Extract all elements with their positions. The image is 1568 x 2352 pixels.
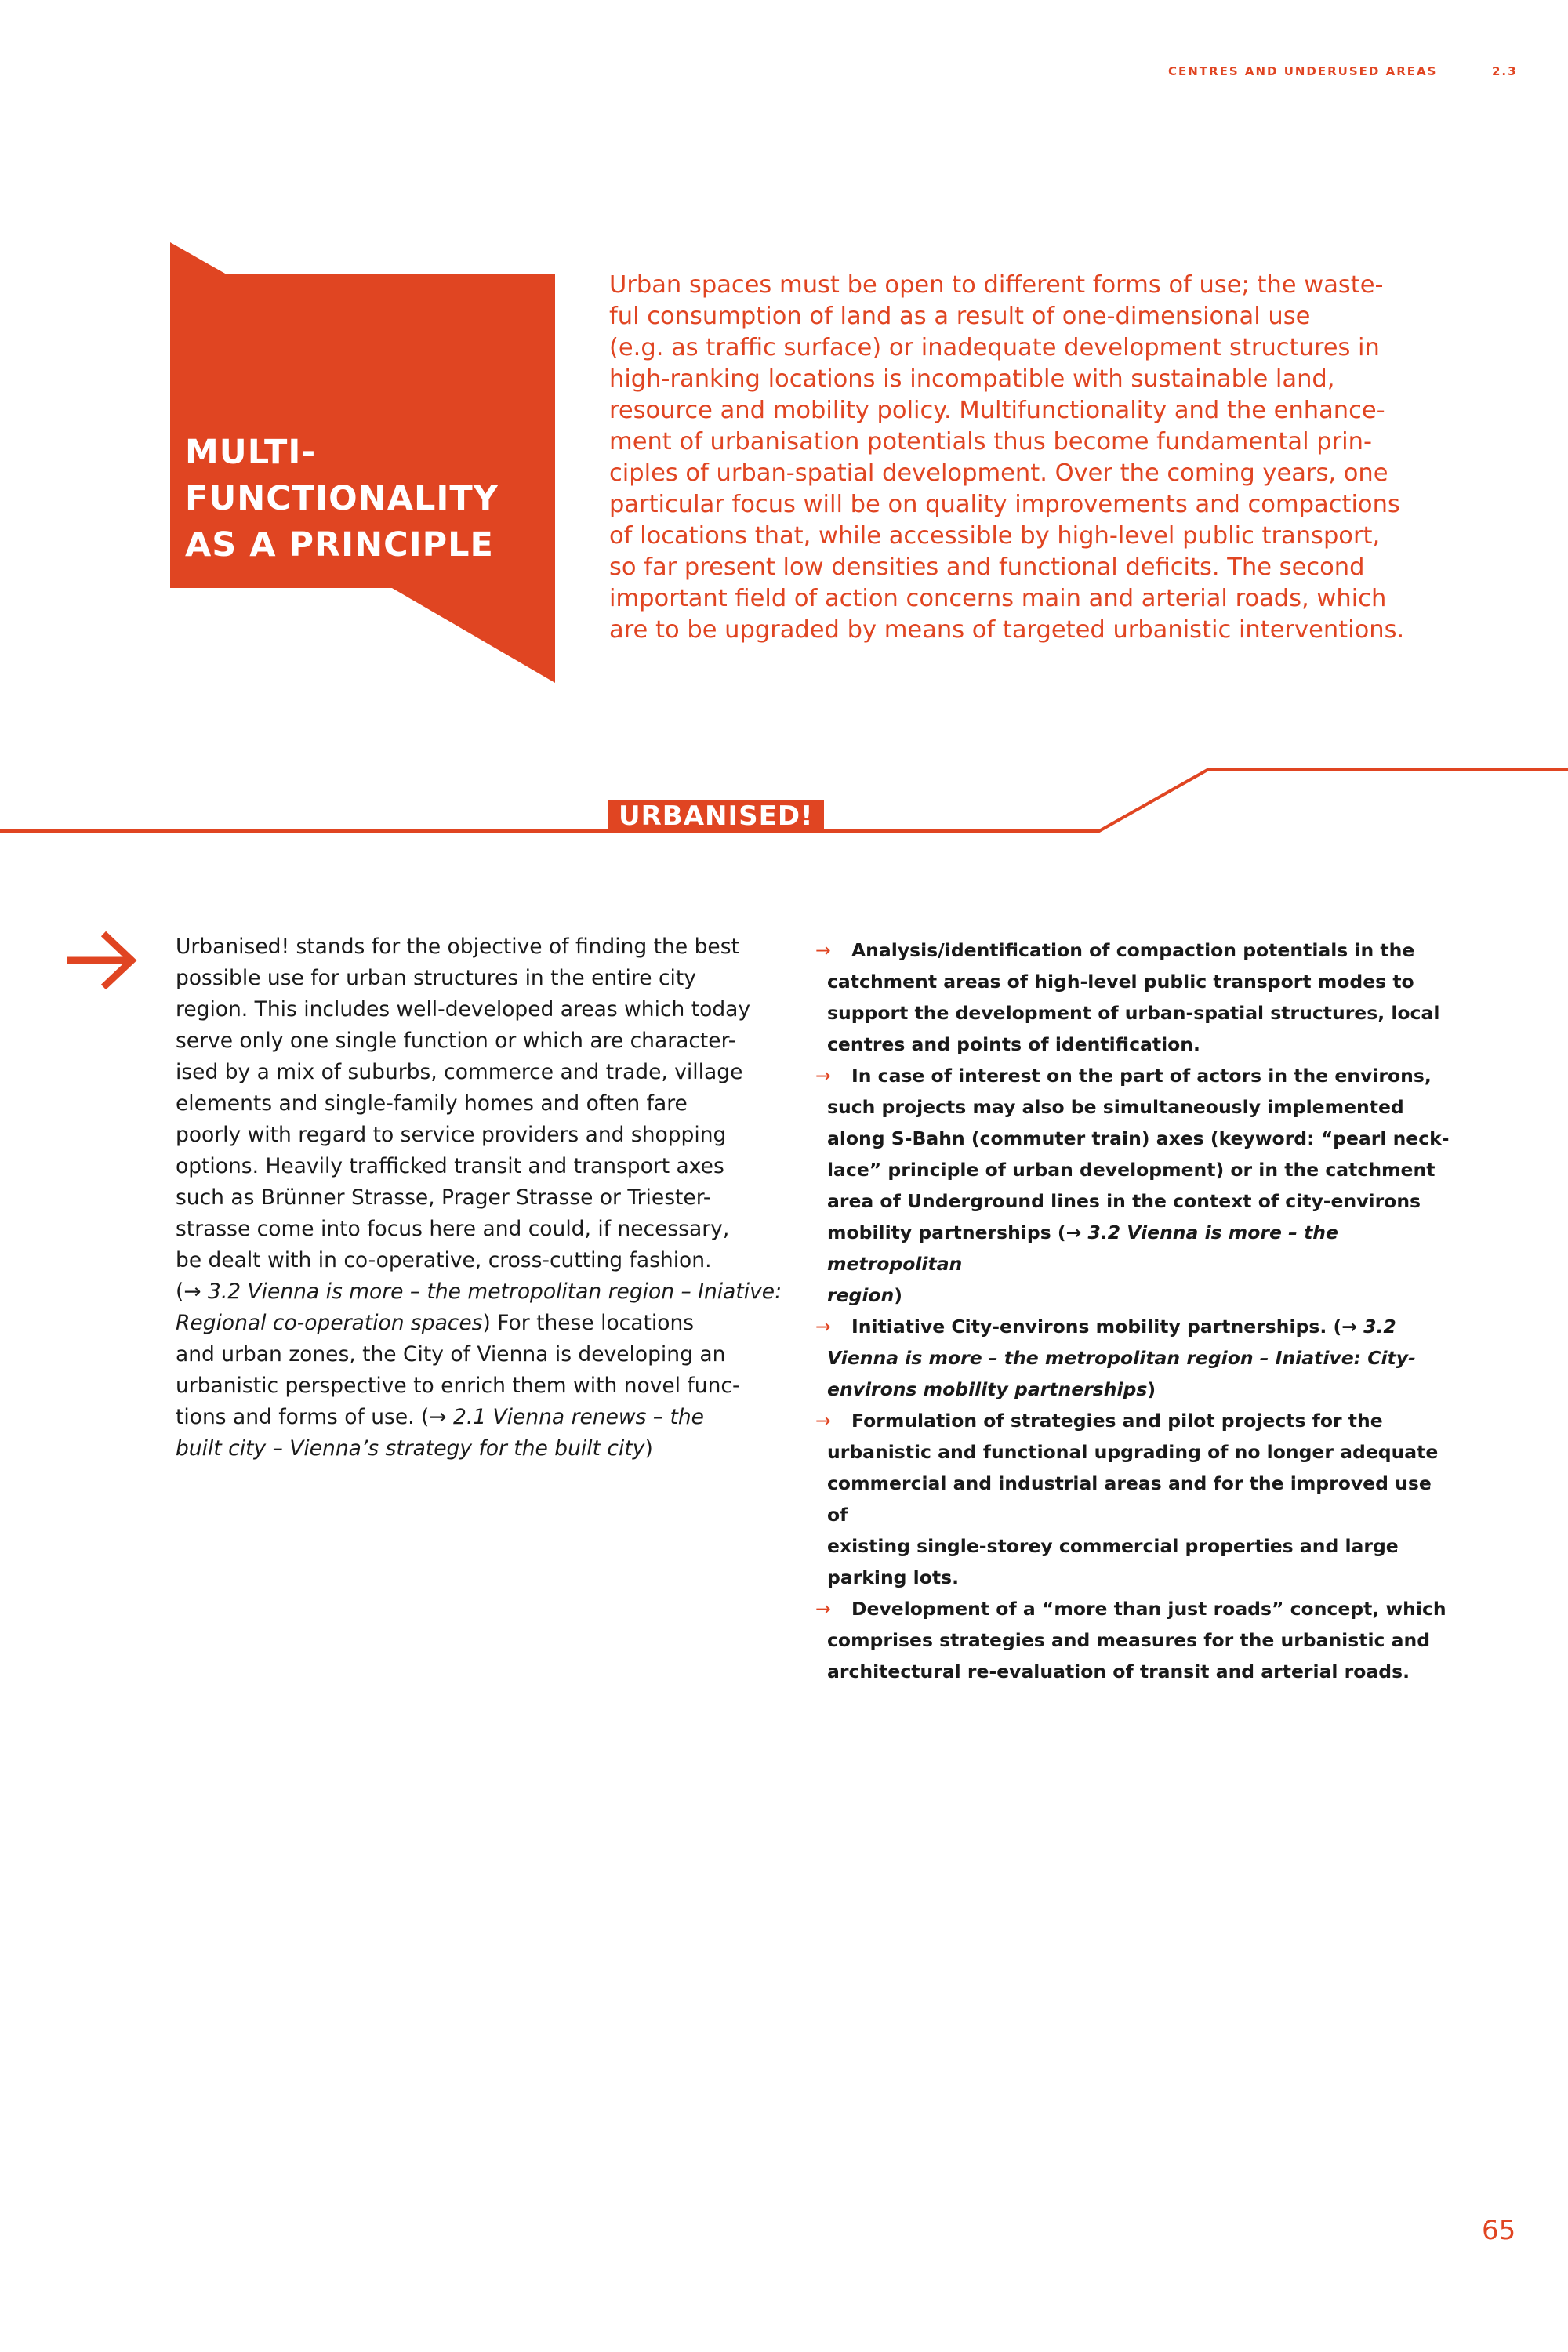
- arrow-bullet-icon: →: [815, 1598, 831, 1620]
- list-text: mobility partnerships (→: [827, 1221, 1088, 1243]
- cross-reference: 2.1 Vienna renews – the: [452, 1405, 704, 1429]
- list-item: [815, 935, 1458, 1060]
- list-item: [815, 1060, 1458, 1311]
- body-line: options. Heavily trafficked transit and transport axes: [176, 1154, 724, 1178]
- list-text: commercial and industrial areas and for the improved use of: [827, 1472, 1432, 1526]
- body-line: serve only one single function or which are character-: [176, 1029, 736, 1053]
- arrow-bullet-icon: →: [815, 1410, 831, 1432]
- list-text: existing single-storey commercial properties and large: [827, 1535, 1399, 1557]
- list-item: [815, 1311, 1458, 1405]
- cross-reference: 3.2 Vienna is more – the metropolitan: [827, 1221, 1338, 1275]
- section-number: 2.3: [1492, 64, 1518, 78]
- list-item: [815, 1593, 1458, 1687]
- body-line: region. This includes well-developed areas which today: [176, 997, 751, 1022]
- list-text: Development of a “more than just roads” concept, which: [851, 1598, 1446, 1620]
- body-line: Urbanised! stands for the objective of finding the best: [176, 935, 739, 959]
- intro-line: of locations that, while accessible by high-level public transport,: [609, 522, 1381, 550]
- list-text: architectural re-evaluation of transit and arterial roads.: [827, 1661, 1410, 1682]
- arrow-bullet-icon: →: [815, 1316, 831, 1338]
- list-text: such projects may also be simultaneously implemented: [827, 1096, 1404, 1118]
- body-line: urbanistic perspective to enrich them with novel func-: [176, 1374, 740, 1398]
- list-text: comprises strategies and measures for the urbanistic and: [827, 1629, 1431, 1651]
- feature-title: [185, 430, 530, 568]
- body-line: and urban zones, the City of Vienna is developing an: [176, 1342, 726, 1367]
- section-tag: URBANISED!: [608, 800, 824, 833]
- list-text: along S-Bahn (commuter train) axes (keyword: “pearl neck-: [827, 1127, 1450, 1149]
- list-text: Formulation of strategies and pilot projects for the: [851, 1410, 1383, 1432]
- intro-line: are to be upgraded by means of targeted urbanistic interventions.: [609, 616, 1405, 644]
- list-text: catchment areas of high-level public transport modes to: [827, 971, 1414, 993]
- list-text: ): [1147, 1378, 1156, 1400]
- body-line: elements and single-family homes and often fare: [176, 1091, 688, 1116]
- feature-title-line: FUNCTIONALITY: [185, 479, 499, 518]
- cross-reference: built city – Vienna’s strategy for the built city: [176, 1436, 645, 1461]
- body-text: ): [644, 1436, 653, 1461]
- cross-reference: region: [827, 1284, 895, 1306]
- body-line: possible use for urban structures in the entire city: [176, 966, 696, 990]
- cross-reference: environs mobility partnerships: [827, 1378, 1148, 1400]
- body-text: tions and forms of use. (→: [176, 1405, 453, 1429]
- body-line: poorly with regard to service providers and shopping: [176, 1123, 727, 1147]
- intro-line: ciples of urban-spatial development. Over the coming years, one: [609, 459, 1388, 487]
- body-line: such as Brünner Strasse, Prager Strasse or Triester-: [176, 1185, 711, 1210]
- list-text: area of Underground lines in the context of city-environs: [827, 1190, 1421, 1212]
- feature-title-line: MULTI-: [185, 433, 317, 472]
- intro-line: Urban spaces must be open to different forms of use; the waste-: [609, 271, 1384, 299]
- page-number: 65: [1482, 2215, 1516, 2246]
- intro-line: particular focus will be on quality improvements and compactions: [609, 491, 1400, 518]
- list-text: lace” principle of urban development) or in the catchment: [827, 1159, 1436, 1181]
- action-list: [815, 935, 1458, 1687]
- body-text: (→: [176, 1279, 208, 1304]
- intro-paragraph: [609, 270, 1440, 646]
- list-text: Analysis/identification of compaction potentials in the: [851, 939, 1415, 961]
- section-title: CENTRES AND UNDERUSED AREAS: [1168, 64, 1438, 78]
- list-item: [815, 1405, 1458, 1593]
- list-text: parking lots.: [827, 1566, 960, 1588]
- arrow-right-icon: [64, 929, 140, 992]
- arrow-bullet-icon: →: [815, 939, 831, 961]
- body-line: strasse come into focus here and could, if necessary,: [176, 1217, 730, 1241]
- body-line: ised by a mix of suburbs, commerce and trade, village: [176, 1060, 743, 1084]
- intro-line: (e.g. as traffic surface) or inadequate development structures in: [609, 334, 1380, 361]
- list-text: support the development of urban-spatial structures, local: [827, 1002, 1440, 1024]
- intro-line: ful consumption of land as a result of one-dimensional use: [609, 303, 1311, 330]
- list-text: urbanistic and functional upgrading of no longer adequate: [827, 1441, 1439, 1463]
- list-text: In case of interest on the part of actors in the environs,: [851, 1065, 1432, 1087]
- cross-reference: 3.2 Vienna is more – the metropolitan region – Iniative:: [207, 1279, 782, 1304]
- body-paragraph: [176, 931, 787, 1465]
- intro-line: high-ranking locations is incompatible with sustainable land,: [609, 365, 1335, 393]
- arrow-bullet-icon: →: [815, 1065, 831, 1087]
- feature-title-line: AS A PRINCIPLE: [185, 525, 494, 564]
- intro-line: ment of urbanisation potentials thus become fundamental prin-: [609, 428, 1372, 456]
- list-text: ): [894, 1284, 903, 1306]
- intro-line: important field of action concerns main and arterial roads, which: [609, 585, 1387, 612]
- body-line: be dealt with in co-operative, cross-cutting fashion.: [176, 1248, 712, 1272]
- intro-line: resource and mobility policy. Multifunctionality and the enhance-: [609, 397, 1385, 424]
- cross-reference: 3.2: [1363, 1316, 1396, 1338]
- cross-reference: Regional co-operation spaces: [176, 1311, 483, 1335]
- body-text: ) For these locations: [482, 1311, 695, 1335]
- list-text: centres and points of identification.: [827, 1033, 1200, 1055]
- intro-line: so far present low densities and functional deficits. The second: [609, 554, 1365, 581]
- cross-reference: Vienna is more – the metropolitan region – Iniative: City-: [827, 1347, 1416, 1369]
- list-text: Initiative City-environs mobility partnerships. (→: [851, 1316, 1364, 1338]
